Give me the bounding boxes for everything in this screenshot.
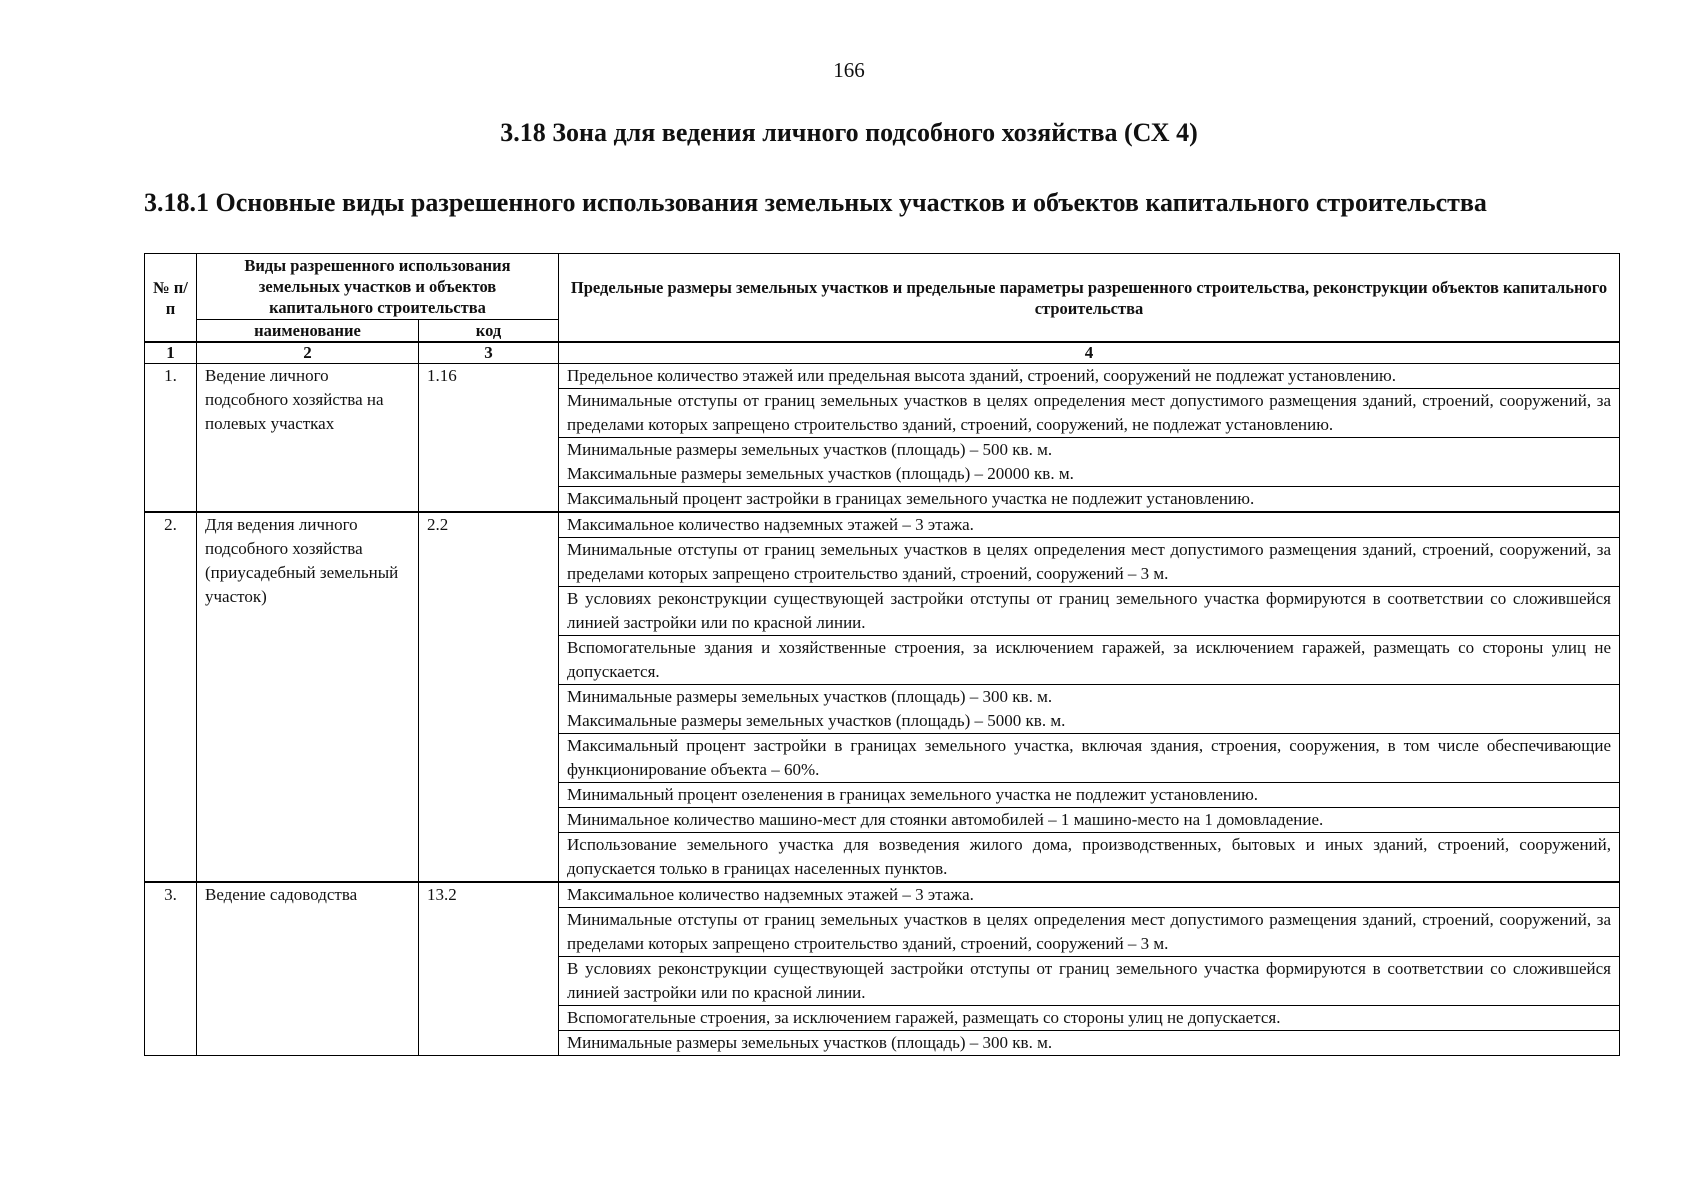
parameter-text: Минимальные отступы от границ земельных участков в целях определения мест допустимого размещения зданий, строений, сооружений, за пределами которых запрещено строительство зданий, строений, сооружений – 3 м. (567, 540, 1611, 583)
use-name: Ведение садоводства (197, 882, 419, 1056)
parameter-text: Использование земельного участка для возведения жилого дома, производственных, бытовых и иных зданий, строений, сооружений, допускается только в границах населенных пунктов. (567, 835, 1611, 878)
parameter-cell (559, 587, 1620, 636)
table-header (145, 254, 1620, 343)
row-number: 3. (145, 882, 197, 1056)
parameter-text: Минимальные размеры земельных участков (площадь) – 300 кв. м. (567, 687, 1053, 706)
use-code: 2.2 (419, 512, 559, 882)
table-row (145, 882, 1620, 908)
parameter-cell (559, 512, 1620, 538)
parameter-cell (559, 957, 1620, 1006)
table-row (145, 364, 1620, 389)
column-number: 2 (197, 342, 419, 364)
parameter-text: Минимальные отступы от границ земельных участков в целях определения мест допустимого размещения зданий, строений, сооружений, за пределами которых запрещено строительство зданий, строений, сооружений – 3 м. (567, 910, 1611, 953)
column-numbers-row (145, 342, 1620, 364)
parameter-cell (559, 1006, 1620, 1031)
table-row (145, 512, 1620, 538)
use-name: Ведение личного подсобного хозяйства на полевых участках (197, 364, 419, 513)
row-number: 2. (145, 512, 197, 882)
parameter-text: Максимальный процент застройки в границах земельного участка, включая здания, строения, сооружения, в том числе обеспечивающие функционирование объекта – 60%. (567, 736, 1611, 779)
parameter-text: Максимальное количество надземных этажей – 3 этажа. (567, 885, 974, 904)
parameter-cell (559, 389, 1620, 438)
use-code: 13.2 (419, 882, 559, 1056)
parameter-text: Максимальные размеры земельных участков (площадь) – 5000 кв. м. (567, 711, 1066, 730)
parameter-text: Вспомогательные здания и хозяйственные строения, за исключением гаражей, за исключением гаражей, размещать со стороны улиц не допускается. (567, 638, 1611, 681)
parameter-cell (559, 734, 1620, 783)
parameter-text: Вспомогательные строения, за исключением гаражей, размещать со стороны улиц не допускается. (567, 1008, 1281, 1027)
row-number: 1. (145, 364, 197, 513)
header-params: Предельные размеры земельных участков и предельные параметры разрешенного строительства, реконструкции объектов капитального строительства (559, 254, 1620, 343)
parameter-cell (559, 908, 1620, 957)
parameter-text: Минимальный процент озеленения в границах земельного участка не подлежит установлению. (567, 785, 1259, 804)
table-body (145, 342, 1620, 1056)
parameter-cell (559, 783, 1620, 808)
parameter-cell (559, 882, 1620, 908)
parameter-cell (559, 538, 1620, 587)
page-number: 166 (833, 58, 865, 82)
parameter-text: Максимальное количество надземных этажей – 3 этажа. (567, 515, 974, 534)
parameter-text: Минимальное количество машино-мест для стоянки автомобилей – 1 машино-место на 1 домовладение. (567, 810, 1324, 829)
header-num: № п/п (145, 254, 197, 343)
parameter-text: Минимальные размеры земельных участков (площадь) – 300 кв. м. (567, 1033, 1053, 1052)
parameter-cell (559, 685, 1620, 734)
subsection-heading: 3.18.1 Основные виды разрешенного использования земельных участков и объектов капитального строительства (144, 188, 1487, 217)
column-number: 3 (419, 342, 559, 364)
parameter-text: Минимальные отступы от границ земельных участков в целях определения мест допустимого размещения зданий, строений, сооружений, за пределами которых запрещено строительство зданий, строений, сооружений, не подлежат установлению. (567, 391, 1611, 434)
use-code: 1.16 (419, 364, 559, 513)
parameter-cell (559, 833, 1620, 883)
parameter-cell (559, 364, 1620, 389)
parameter-cell (559, 636, 1620, 685)
regulations-table (144, 253, 1620, 1056)
parameter-text: Минимальные размеры земельных участков (площадь) – 500 кв. м. (567, 440, 1053, 459)
section-heading: 3.18 Зона для ведения личного подсобного хозяйства (СХ 4) (500, 118, 1198, 147)
parameter-text: В условиях реконструкции существующей застройки отступы от границ земельного участка формируются в соответствии со сложившейся линией застройки или по красной линии. (567, 589, 1611, 632)
use-name: Для ведения личного подсобного хозяйства (приусадебный земельный участок) (197, 512, 419, 882)
parameter-cell (559, 808, 1620, 833)
header-code: код (419, 320, 559, 343)
parameter-cell (559, 1031, 1620, 1056)
parameter-text: Максимальный процент застройки в границах земельного участка не подлежит установлению. (567, 489, 1255, 508)
parameter-text: Предельное количество этажей или предельная высота зданий, строений, сооружений не подлежат установлению. (567, 366, 1396, 385)
header-name: наименование (197, 320, 419, 343)
parameter-cell (559, 487, 1620, 513)
parameter-text: Максимальные размеры земельных участков (площадь) – 20000 кв. м. (567, 464, 1074, 483)
column-number: 1 (145, 342, 197, 364)
parameter-text: В условиях реконструкции существующей застройки отступы от границ земельного участка формируются в соответствии со сложившейся линией застройки или по красной линии. (567, 959, 1611, 1002)
header-types-group: Виды разрешенного использования земельных участков и объектов капитального строительства (197, 254, 559, 320)
column-number: 4 (559, 342, 1620, 364)
parameter-cell (559, 438, 1620, 487)
